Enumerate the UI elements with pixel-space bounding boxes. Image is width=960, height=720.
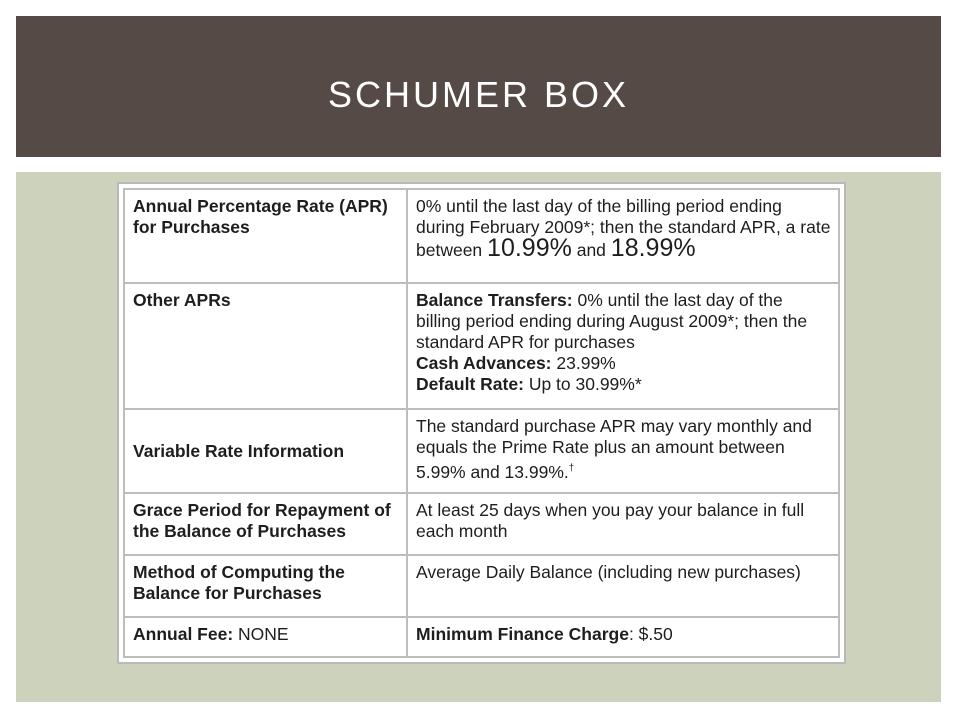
table-row	[124, 555, 839, 617]
cash-advances-value: 23.99%	[556, 353, 616, 373]
other-aprs-value	[407, 283, 839, 409]
apr-purchases-text: 0% until the last day of the billing period ending during February 2009*; then the standard APR, a rate between	[416, 196, 831, 260]
min-finance-value: : $.50	[628, 624, 673, 644]
annual-fee-cell	[124, 617, 407, 657]
computing-method-label: Method of Computing the Balance for Purchases	[124, 555, 407, 617]
balance-transfers-value: 0% until the last day of the billing period ending during August 2009*; then the standard APR for purchases	[416, 290, 808, 352]
computing-method-value: Average Daily Balance (including new purchases)	[407, 555, 839, 617]
table-row	[124, 283, 839, 409]
apr-and: and	[576, 240, 606, 260]
balance-transfers-label: Balance Transfers:	[416, 290, 573, 310]
grace-period-label: Grace Period for Repayment of the Balance of Purchases	[124, 493, 407, 555]
title-bar	[16, 16, 941, 157]
variable-rate-label: Variable Rate Information	[124, 409, 407, 493]
apr-purchases-label: Annual Percentage Rate (APR) for Purchases	[124, 189, 407, 283]
default-rate-value: Up to 30.99%*	[528, 374, 642, 394]
apr-rate-high: 18.99%	[610, 234, 696, 262]
variable-rate-cell	[407, 409, 839, 493]
annual-fee-value: NONE	[238, 624, 289, 644]
dagger-footnote-mark: †	[568, 463, 575, 474]
other-aprs-label: Other APRs	[124, 283, 407, 409]
apr-purchases-value	[407, 189, 839, 283]
table-row	[124, 617, 839, 657]
min-finance-cell	[407, 617, 839, 657]
annual-fee-label: Annual Fee:	[133, 624, 234, 644]
schumer-box-table	[117, 182, 846, 664]
variable-rate-value: The standard purchase APR may vary monthly and equals the Prime Rate plus an amount between 5.99% and 13.99%.	[416, 416, 812, 482]
slide-title: SCHUMER BOX	[327, 73, 630, 115]
cash-advances-label: Cash Advances:	[416, 353, 552, 373]
apr-rate-low: 10.99%	[487, 234, 572, 262]
grace-period-value: At least 25 days when you pay your balance in full each month	[407, 493, 839, 555]
table-row	[124, 189, 839, 283]
default-rate-label: Default Rate:	[416, 374, 524, 394]
table-row	[124, 493, 839, 555]
min-finance-label: Minimum Finance Charge	[416, 624, 629, 644]
table-row	[124, 409, 839, 493]
